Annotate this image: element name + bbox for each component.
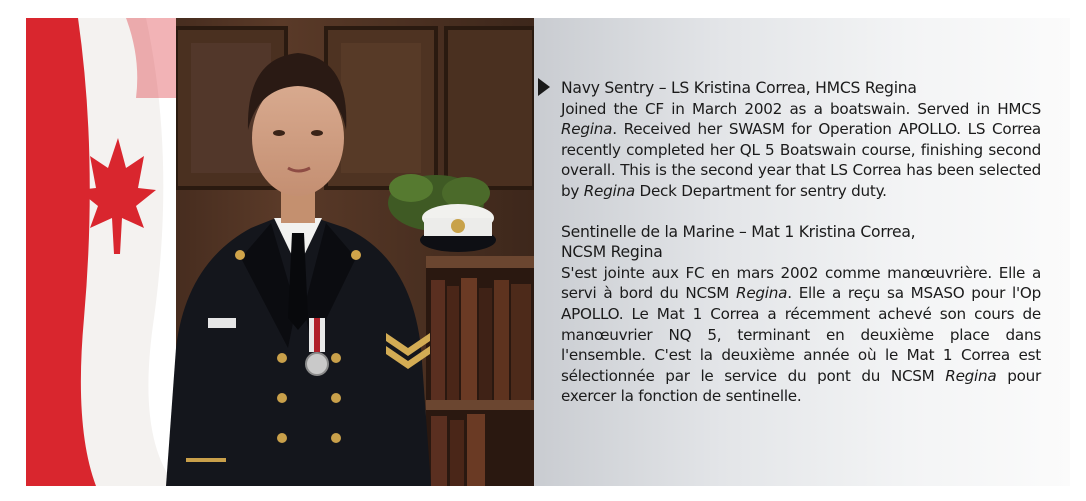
section-spacer: [561, 202, 1041, 222]
english-heading: Navy Sentry – LS Kristina Correa, HMCS Regina: [561, 79, 917, 97]
ship-name: Regina: [945, 366, 997, 385]
english-text-part: Deck Department for sentry duty.: [634, 181, 887, 200]
ship-name: Regina: [583, 181, 635, 200]
english-paragraph: [561, 99, 1041, 202]
french-heading-line2: NCSM Regina: [561, 243, 663, 262]
english-text-part: . Received her SWASM for Operation APOLLO. LS Correa recently completed her QL 5 Boatswain course, finishing second overall. This is the second year that LS Correa has been selected by: [561, 120, 1041, 200]
pointer-arrow-icon: [538, 78, 550, 96]
french-heading-line1: Sentinelle de la Marine – Mat 1 Kristina Correa,: [561, 222, 916, 241]
portrait-photo: [26, 18, 534, 486]
french-text-part: . Elle a reçu sa MSASO pour l'Op APOLLO. Le Mat 1 Correa a récemment achevé son cours de manœuvrier NQ 5, terminant en deuxième place dans l'ensemble. C'est la deuxième année où le Mat 1 Correa est sélectionnée par le service du pont du NCSM: [561, 284, 1041, 385]
english-text-part: Joined the CF in March 2002 as a boatswain. Served in HMCS: [561, 99, 1041, 118]
caption-text: [561, 78, 1041, 407]
french-text-part: pour exercer la fonction de sentinelle.: [561, 366, 1041, 406]
ship-name: Regina: [561, 120, 613, 139]
ship-name: Regina: [736, 284, 788, 303]
french-text-part: S'est jointe aux FC en mars 2002 comme manœuvrière. Elle a servi à bord du NCSM: [561, 263, 1041, 303]
french-paragraph: [561, 263, 1041, 407]
